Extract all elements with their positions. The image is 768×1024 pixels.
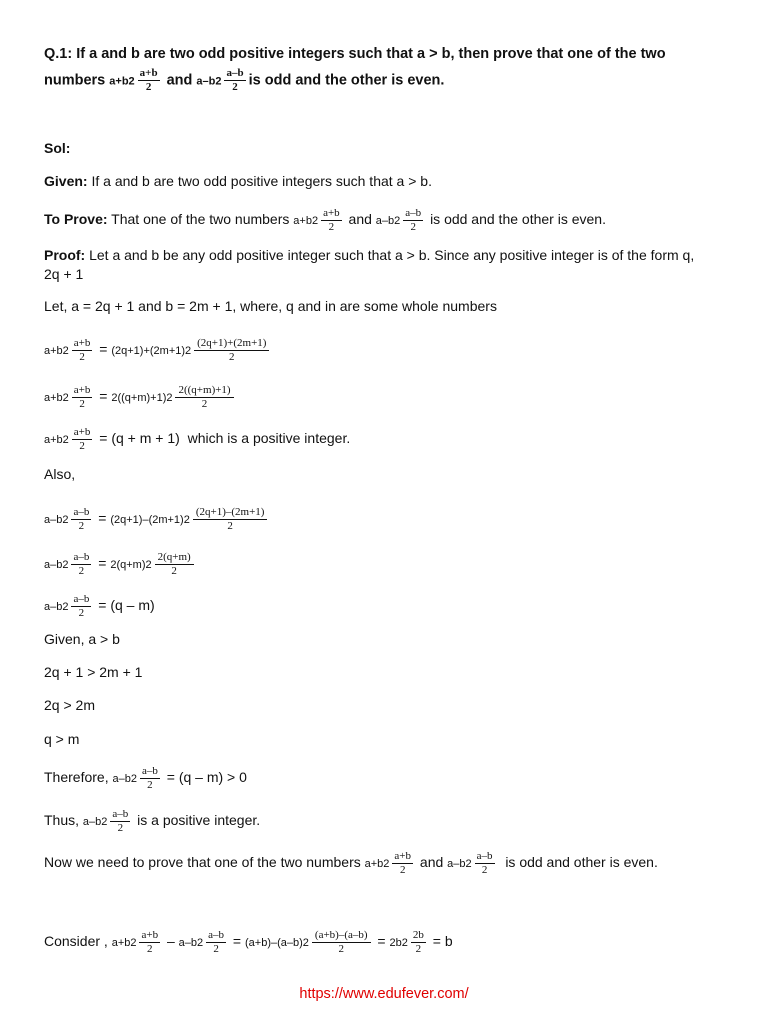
question-end: is odd and the other is even. [248, 72, 445, 89]
eq5-rhs: 2(q+m)2 [110, 559, 152, 572]
eq2-rhs: 2((q+m)+1)2 [111, 392, 173, 405]
now-expr-sum: a+b2 [364, 858, 390, 871]
consider-fraction-combined: $\frac{(a+b)-(a-b)}{2}$ [312, 930, 371, 955]
eq5-lhs: a–b2 [44, 559, 69, 572]
to-prove-expr-sum: a+b2 [293, 215, 319, 228]
proof-paragraph [44, 246, 704, 284]
eq5-rhs-fraction: $\frac{2(q+m)}{2}$ [155, 552, 194, 577]
therefore-line [44, 766, 247, 791]
now-and: and [419, 854, 444, 871]
to-prove-expr-diff: a–b2 [375, 215, 401, 228]
eq3-equals: = [99, 430, 108, 447]
also-line: Also, [44, 466, 76, 482]
consider-expr-combined: (a+b)–(a–b)2 [245, 937, 309, 950]
given-line [44, 172, 432, 190]
now-expr-diff: a–b2 [447, 858, 472, 871]
eq1-equals: = [99, 341, 108, 358]
consider-label: Consider , [44, 933, 108, 950]
equation-4 [44, 507, 270, 532]
therefore-lhs: a–b2 [112, 773, 137, 786]
eq3-rhs: (q + m + 1) [111, 430, 180, 447]
eq1-lhs: a+b2 [44, 345, 69, 358]
question-expr-sum: a+b2 [109, 75, 135, 88]
therefore-label: Therefore, [44, 769, 109, 786]
to-prove-fraction-sum: $\frac{a+b}{2}$ [323, 207, 340, 233]
question-and: and [166, 72, 193, 89]
to-prove-line [44, 208, 606, 233]
equation-6 [44, 594, 155, 619]
question-prefix: Q.1: [44, 46, 73, 62]
equation-1 [44, 338, 272, 363]
consider-minus: – [166, 933, 175, 950]
eq4-rhs: (2q+1)–(2m+1)2 [110, 514, 190, 527]
now-end: is odd and other is even. [505, 854, 658, 871]
eq2-lhs: a+b2 [44, 392, 69, 405]
consider-result: = b [432, 933, 453, 950]
equation-2 [44, 385, 237, 410]
eq2-equals: = [99, 388, 108, 405]
eq3-tail: which is a positive integer. [187, 430, 351, 447]
footer-url-link[interactable]: https://www.edufever.com/ [299, 986, 469, 1002]
now-fraction-sum: $\frac{a+b}{2}$ [394, 850, 412, 876]
to-prove-end: is odd and the other is even. [430, 211, 606, 228]
now-fraction-diff: $\frac{a-b}{2}$ [476, 850, 493, 876]
proof-text: Let a and b be any odd positive integer such that a > b. Since any positive integer is of the form q, 2q + 1 [44, 247, 695, 282]
to-prove-and: and [348, 211, 372, 228]
question-numbers-word: numbers [44, 72, 106, 89]
inequality-3: q > m [44, 731, 80, 747]
consider-line [44, 930, 453, 955]
question-fraction-sum: $\frac{a+b}{2}$ [139, 67, 158, 93]
eq4-fraction: $\frac{a-b}{2}$ [73, 506, 90, 532]
thus-label: Thus, [44, 812, 80, 829]
consider-fraction-diff: $\frac{a-b}{2}$ [208, 929, 225, 955]
eq5-equals: = [98, 555, 107, 572]
equation-3 [44, 427, 350, 452]
consider-fraction-2b: $\frac{2b}{2}$ [412, 929, 424, 955]
eq3-fraction: $\frac{a+b}{2}$ [73, 426, 91, 452]
eq6-fraction: $\frac{a-b}{2}$ [73, 593, 90, 619]
question-expr-diff: a–b2 [196, 75, 222, 88]
thus-tail: is a positive integer. [137, 812, 261, 829]
to-prove-label: To Prove: [44, 211, 108, 228]
thus-lhs: a–b2 [82, 816, 108, 829]
eq3-lhs: a+b2 [44, 434, 69, 447]
consider-expr-sum: a+b2 [111, 937, 137, 950]
eq1-fraction: $\frac{a+b}{2}$ [73, 337, 91, 363]
therefore-rhs: = (q – m) > 0 [166, 769, 247, 786]
let-line: Let, a = 2q + 1 and b = 2m + 1, where, q and in are some whole numbers [44, 298, 497, 314]
inequality-2: 2q > 2m [44, 697, 95, 713]
consider-fraction-sum: $\frac{a+b}{2}$ [141, 929, 159, 955]
question-line-1 [44, 45, 666, 63]
equation-5 [44, 552, 197, 577]
eq2-rhs-fraction: $\frac{2((q+m)+1)}{2}$ [175, 385, 233, 410]
now-line [44, 851, 658, 876]
question-line-2 [44, 68, 444, 93]
given-text: If a and b are two odd positive integers such that a > b. [91, 173, 432, 189]
now-text: Now we need to prove that one of the two numbers [44, 854, 361, 871]
consider-expr-diff: a–b2 [178, 937, 204, 950]
consider-equals-2: = [377, 933, 386, 950]
eq2-fraction: $\frac{a+b}{2}$ [73, 384, 91, 410]
inequality-1: 2q + 1 > 2m + 1 [44, 664, 143, 680]
eq6-equals: = [98, 597, 107, 614]
consider-expr-2b: 2b2 [389, 937, 408, 950]
eq1-rhs-fraction: $\frac{(2q+1)+(2m+1)}{2}$ [194, 338, 269, 363]
question-text: If a and b are two odd positive integers such that a > b, then prove that one of the two [76, 46, 666, 62]
sol-label: Sol: [44, 140, 71, 156]
eq4-lhs: a–b2 [44, 514, 69, 527]
to-prove-fraction-diff: $\frac{a-b}{2}$ [405, 207, 422, 233]
eq4-equals: = [98, 510, 107, 527]
therefore-fraction: $\frac{a-b}{2}$ [141, 765, 158, 791]
given-inequality: Given, a > b [44, 631, 120, 647]
thus-line [44, 809, 260, 834]
eq1-rhs: (2q+1)+(2m+1)2 [111, 345, 192, 358]
thus-fraction: $\frac{a-b}{2}$ [112, 808, 129, 834]
eq4-rhs-fraction: $\frac{(2q+1)-(2m+1)}{2}$ [193, 507, 268, 532]
proof-label: Proof: [44, 247, 86, 263]
consider-equals-1: = [232, 933, 242, 950]
eq6-rhs: (q – m) [110, 597, 155, 614]
to-prove-text: That one of the two numbers [111, 211, 290, 228]
eq6-lhs: a–b2 [44, 601, 69, 614]
eq5-fraction: $\frac{a-b}{2}$ [73, 551, 90, 577]
given-label: Given: [44, 173, 88, 189]
question-fraction-diff: $\frac{a-b}{2}$ [226, 67, 244, 93]
